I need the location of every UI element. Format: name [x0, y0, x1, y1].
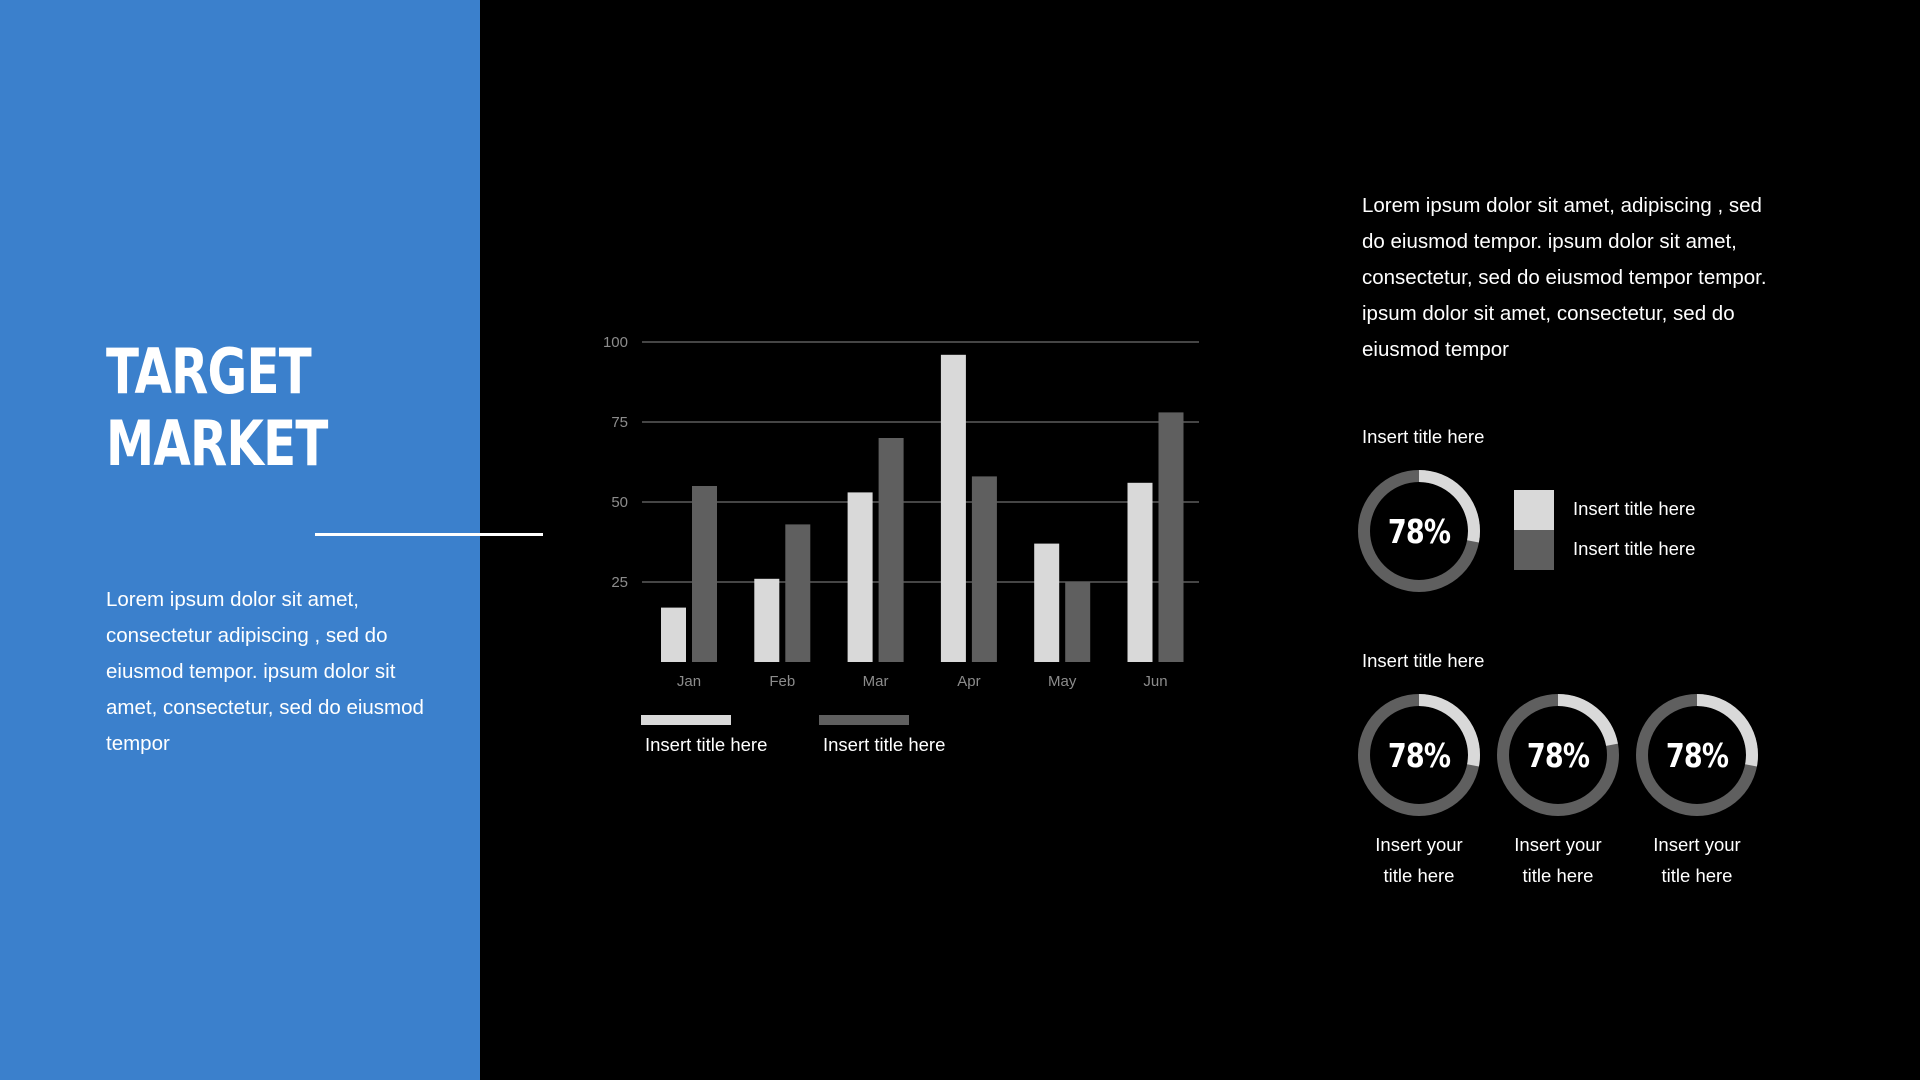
bar-jan-series-1 [661, 608, 686, 662]
donut-caption-line-1: Insert your [1514, 834, 1602, 855]
donut-caption-line-2: title here [1383, 865, 1455, 886]
donut-percentage: 78% [1665, 735, 1729, 775]
key-swatch-light [1514, 490, 1554, 530]
donut-caption-line-1: Insert your [1653, 834, 1741, 855]
bar-apr-series-1 [941, 355, 966, 662]
y-tick-label: 50 [611, 494, 628, 511]
donut-caption-2 [1349, 829, 1489, 891]
x-tick-label: May [1048, 673, 1077, 690]
x-tick-label: Jan [676, 673, 702, 690]
key-swatch-dark [1514, 530, 1554, 570]
y-tick-label: 100 [602, 334, 628, 351]
bar-mar-series-2 [879, 438, 904, 662]
slide-title-line-2: MARKET [106, 407, 328, 480]
donut-percentage: 78% [1387, 735, 1451, 775]
donut-caption-line-2: title here [1522, 865, 1594, 886]
y-tick-label: 25 [611, 574, 628, 591]
slide-title-line-1: TARGET [106, 335, 311, 408]
stats-group1-title: Insert title here [1362, 426, 1485, 447]
left-body-text: Lorem ipsum dolor sit amet, consectetur adipiscing , sed do eiusmod tempor. ipsum dolor sit amet, consectetur, sed do eiusmod tempor [106, 588, 424, 755]
donut-caption-3 [1488, 829, 1628, 891]
legend-label-series-2: Insert title here [823, 734, 946, 755]
donut-chart-2 [1357, 693, 1481, 817]
key-label-light: Insert title here [1573, 498, 1696, 519]
bar-apr-series-2 [972, 476, 997, 662]
bar-may-series-2 [1065, 582, 1090, 662]
bar-feb-series-1 [754, 579, 779, 662]
x-tick-label: Jun [1143, 673, 1168, 690]
title-divider [315, 533, 543, 536]
bar-chart [590, 320, 1210, 700]
bar-may-series-1 [1034, 544, 1059, 662]
y-tick-label: 75 [611, 414, 628, 431]
donut-percentage: 78% [1387, 511, 1451, 551]
bar-jan-series-2 [692, 486, 717, 662]
left-blue-panel [0, 0, 480, 1080]
legend-label-series-1: Insert title here [645, 734, 768, 755]
donut-chart-1 [1357, 469, 1481, 593]
slide-title [106, 336, 371, 480]
legend-swatch-series-1 [641, 715, 731, 725]
key-label-dark: Insert title here [1573, 538, 1696, 559]
donut-chart-4 [1635, 693, 1759, 817]
bar-mar-series-1 [848, 492, 873, 662]
bar-jun-series-1 [1128, 483, 1153, 662]
stats-group2-title: Insert title here [1362, 650, 1485, 671]
donut-percentage: 78% [1526, 735, 1590, 775]
x-tick-label: Apr [957, 673, 981, 690]
x-tick-label: Feb [769, 673, 796, 690]
bar-feb-series-2 [785, 524, 810, 662]
right-paragraph: Lorem ipsum dolor sit amet, adipiscing , sed do eiusmod tempor. ipsum dolor sit amet, consectetur, sed do eiusmod tempor tempor. ipsum dolor sit amet, consectetur, sed do eiusmod tempor [1362, 194, 1767, 361]
bar-jun-series-2 [1159, 412, 1184, 662]
donut-caption-line-1: Insert your [1375, 834, 1463, 855]
donut-chart-3 [1496, 693, 1620, 817]
donut-caption-line-2: title here [1661, 865, 1733, 886]
legend-swatch-series-2 [819, 715, 909, 725]
donut-caption-4 [1627, 829, 1767, 891]
x-tick-label: Mar [862, 673, 889, 690]
